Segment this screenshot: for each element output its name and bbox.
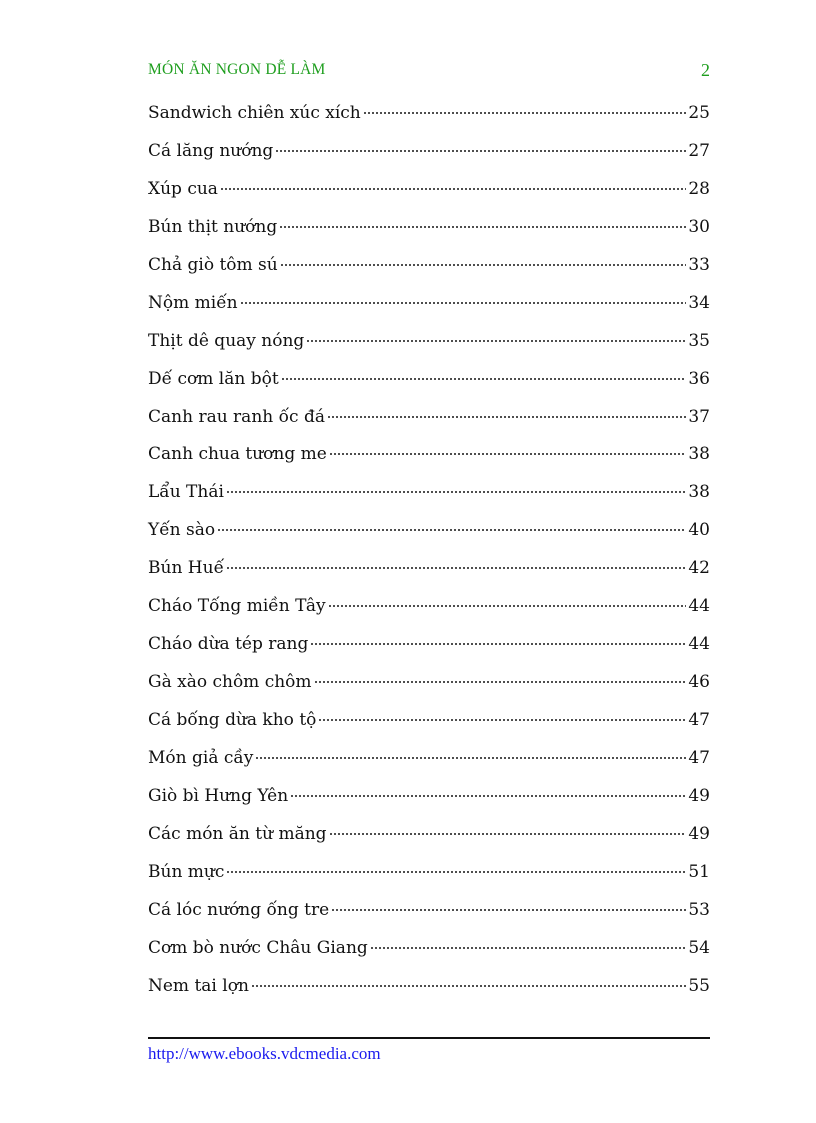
toc-dot-leader [280, 264, 687, 266]
toc-entry-page: 49 [688, 823, 710, 844]
toc-entry-page: 37 [688, 406, 710, 427]
toc-dot-leader [329, 453, 687, 455]
toc-entry[interactable] [148, 630, 710, 668]
toc-entry-title: Cá lóc nướng ống tre [148, 899, 330, 920]
toc-entry[interactable] [148, 972, 710, 1010]
toc-dot-leader [329, 833, 687, 835]
toc-dot-leader [290, 795, 686, 797]
toc-dot-leader [318, 719, 686, 721]
toc-entry[interactable] [148, 668, 710, 706]
toc-entry-page: 35 [688, 330, 710, 351]
toc-entry[interactable] [148, 896, 710, 934]
toc-entry-page: 54 [688, 937, 710, 958]
toc-entry[interactable] [148, 554, 710, 592]
toc-entry-page: 38 [688, 482, 710, 503]
toc-dot-leader [226, 567, 686, 569]
toc-entry-page: 42 [688, 558, 710, 579]
toc-dot-leader [255, 757, 686, 759]
toc-dot-leader [275, 150, 686, 152]
toc-entry-page: 28 [688, 178, 710, 199]
toc-dot-leader [331, 909, 686, 911]
toc-entry-title: Cá lăng nướng [148, 140, 274, 161]
toc-entry-page: 25 [688, 103, 710, 123]
toc-entry[interactable] [148, 516, 710, 554]
toc-entry[interactable] [148, 820, 710, 858]
toc-entry-title: Nem tai lợn [148, 975, 249, 996]
toc-entry-title: Canh rau ranh ốc đá [148, 406, 325, 427]
toc-entry[interactable] [148, 137, 710, 175]
toc-dot-leader [310, 643, 686, 645]
toc-dot-leader [226, 491, 686, 493]
toc-entry-title: Bún thịt nướng [148, 216, 278, 237]
toc-entry[interactable] [148, 289, 710, 327]
toc-entry[interactable] [148, 858, 710, 896]
toc-dot-leader [279, 226, 686, 228]
toc-entry-title: Cháo dừa tép rang [148, 634, 309, 655]
toc-dot-leader [217, 529, 686, 531]
toc-entry-page: 55 [688, 975, 710, 996]
toc-entry-page: 38 [688, 444, 710, 465]
toc-entry[interactable] [148, 744, 710, 782]
page-number: 2 [701, 59, 710, 80]
toc-entry-title: Bún Huế [148, 558, 225, 579]
toc-entry-page: 30 [688, 216, 710, 237]
toc-entry-title: Gà xào chôm chôm [148, 672, 312, 693]
toc-dot-leader [370, 947, 687, 949]
table-of-contents [148, 99, 710, 1010]
toc-dot-leader [314, 681, 687, 683]
toc-entry-page: 27 [688, 140, 710, 161]
toc-entry[interactable] [148, 592, 710, 630]
toc-dot-leader [306, 340, 686, 342]
toc-entry-title: Bún mực [148, 861, 225, 882]
toc-dot-leader [226, 871, 686, 873]
toc-entry-title: Chả giò tôm sú [148, 254, 278, 275]
toc-entry-page: 44 [688, 596, 710, 617]
toc-entry[interactable] [148, 934, 710, 972]
toc-entry-title: Cháo Tống miền Tây [148, 596, 326, 617]
toc-entry[interactable] [148, 327, 710, 365]
toc-dot-leader [240, 302, 687, 304]
toc-entry-title: Nộm miến [148, 292, 238, 313]
toc-entry[interactable] [148, 99, 710, 137]
toc-entry-title: Dế cơm lăn bột [148, 368, 279, 389]
toc-entry-page: 40 [688, 520, 710, 541]
toc-entry-page: 44 [688, 634, 710, 655]
toc-entry-title: Giò bì Hưng Yên [148, 785, 289, 806]
toc-entry-title: Món giả cầy [148, 747, 254, 768]
toc-entry-page: 51 [688, 861, 710, 882]
footer-divider [148, 1037, 710, 1039]
toc-entry-title: Lẩu Thái [148, 482, 224, 503]
toc-entry[interactable] [148, 478, 710, 516]
toc-entry-title: Các món ăn từ măng [148, 823, 327, 844]
toc-entry-page: 53 [688, 899, 710, 920]
toc-dot-leader [327, 416, 686, 418]
toc-entry[interactable] [148, 782, 710, 820]
toc-entry-title: Cá bống dừa kho tộ [148, 710, 317, 730]
toc-entry[interactable] [148, 365, 710, 403]
toc-dot-leader [281, 378, 687, 380]
toc-entry[interactable] [148, 403, 710, 441]
toc-dot-leader [328, 605, 687, 607]
toc-dot-leader [363, 112, 687, 114]
toc-entry-title: Sandwich chiên xúc xích [148, 103, 361, 123]
footer-link[interactable]: http://www.ebooks.vdcmedia.com [148, 1044, 381, 1063]
toc-entry-page: 49 [688, 785, 710, 806]
toc-entry[interactable] [148, 706, 710, 744]
toc-entry-page: 47 [688, 747, 710, 768]
toc-entry-title: Xúp cua [148, 178, 218, 199]
toc-entry-page: 46 [688, 672, 710, 693]
toc-entry-title: Cơm bò nước Châu Giang [148, 937, 368, 958]
toc-entry-page: 36 [688, 368, 710, 389]
toc-dot-leader [251, 985, 686, 987]
toc-entry[interactable] [148, 175, 710, 213]
toc-entry-title: Thịt dê quay nóng [148, 330, 305, 351]
toc-entry-page: 34 [688, 292, 710, 313]
toc-entry-page: 33 [688, 254, 710, 275]
toc-dot-leader [220, 188, 686, 190]
toc-entry-title: Canh chua tương me [148, 444, 327, 465]
toc-entry-title: Yến sào [148, 520, 216, 541]
toc-entry[interactable] [148, 213, 710, 251]
toc-entry[interactable] [148, 251, 710, 289]
toc-entry[interactable] [148, 440, 710, 478]
page-header [148, 58, 710, 82]
toc-entry-page: 47 [688, 710, 710, 730]
book-title: MÓN ĂN NGON DỄ LÀM [148, 61, 326, 78]
